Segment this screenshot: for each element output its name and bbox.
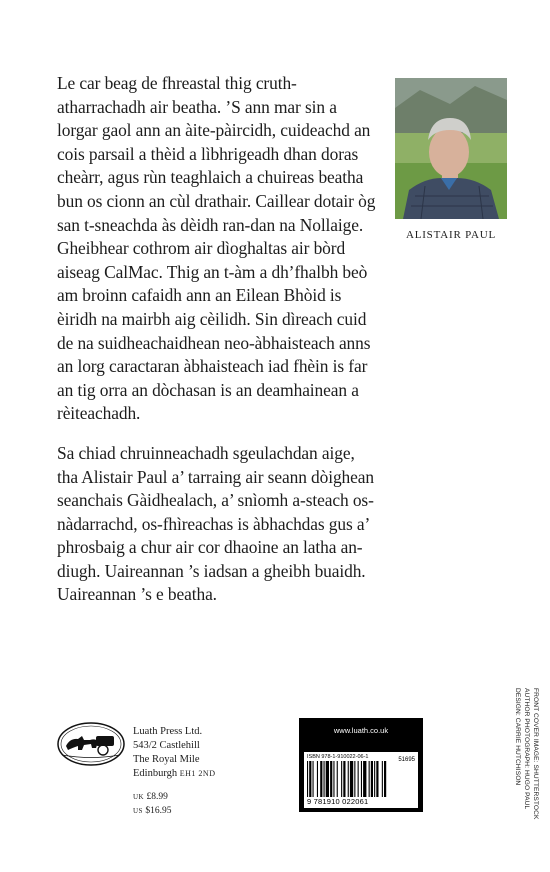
barcode-bar <box>343 761 345 797</box>
barcode-bar <box>337 761 338 797</box>
back-cover-blurb <box>57 72 377 623</box>
publisher-url: www.luath.co.uk <box>333 726 389 735</box>
publisher-address <box>133 725 215 781</box>
price-code: 51695 <box>398 757 415 763</box>
price-us-label: US <box>133 807 143 815</box>
barcode-bar <box>361 761 362 797</box>
barcode-bar <box>363 761 366 797</box>
price-uk-value: £8.99 <box>146 792 168 802</box>
publisher-address-line-2: The Royal Mile <box>133 754 200 765</box>
blurb-paragraph-2: Sa chiad chruinneachadh sgeulachdan aige, tha Alistair Paul a’ tarraing air seann dòighean seanchais Gàidhealach, a’ snìomh a-steach os-nàdarrachd, os-fhìreachas is àbhachdas gus a’ phrosbaig a chur air cor dhaoine an latha an-diugh. Uaireannan ’s iadsan a gheibh buaidh. Uaireannan ’s e beatha. <box>57 442 374 605</box>
barcode-label <box>304 752 418 808</box>
barcode-icon <box>307 761 415 797</box>
barcode-bar <box>320 761 322 797</box>
credit-line-3: DESIGN: CARRIE HUTCHISON <box>514 688 521 786</box>
barcode-bar <box>341 761 342 797</box>
price-uk <box>133 790 171 804</box>
barcode-bar <box>309 761 311 797</box>
barcode-bar <box>384 761 386 797</box>
barcode-bar <box>376 761 378 797</box>
author-caption: ALISTAIR PAUL <box>405 229 497 241</box>
barcode-bar <box>324 761 325 797</box>
publisher-city-line <box>133 767 215 781</box>
price-us <box>133 804 171 818</box>
barcode-bar <box>371 761 373 797</box>
barcode-panel <box>299 718 423 812</box>
luath-logo <box>56 720 126 768</box>
barcode-bar <box>354 761 355 797</box>
price-list <box>133 790 171 818</box>
barcode-bar <box>369 761 370 797</box>
barcode-digits: 9 781910 022061 <box>307 797 369 806</box>
blurb-paragraph-1: Le car beag de fhreastal thig cruth-atharrachadh air beatha. ’S ann mar sin a lorgar gaol ann an àite-pàircidh, cuideachd an cois parsail a thèid a lìbhrigeadh dhan doras cheàrr, agus rùn teaghlaich a chuireas beatha bun os cionn an cùl drathair. Caillear dotair òg san t-sneachda às dèidh ran-dan na Nollaige. Gheibhear cothrom air dìoghaltas air bòrd aiseag CalMac. Thig an t-àm a dh’fhalbh beò am broinn cafaidh ann an Eilean Bhòid is èiridh na mairbh aig cèilidh. Sin dìreach cuid de na suidheachaidhean neo-àbhaisteach anns an lorg caractaran àbhaisteach iad fhèin is far an tig orra an dòchasan is an deamhainean a rèiteachadh. <box>57 73 376 424</box>
barcode-bar <box>333 761 334 797</box>
credit-line-1: FRONT COVER IMAGE: SHUTTERSTOCK <box>532 688 539 820</box>
barcode-bar <box>348 761 349 797</box>
luath-dog-cart-icon <box>56 720 126 768</box>
publisher-address-line-1: 543/2 Castlehill <box>133 740 200 751</box>
publisher-postcode: EH1 2ND <box>179 769 216 778</box>
barcode-bar <box>326 761 329 797</box>
price-uk-label: UK <box>133 793 145 801</box>
isbn-text: ISBN 978-1-910022-06-1 <box>307 754 369 760</box>
barcode-bar <box>313 761 314 797</box>
barcode-bar <box>307 761 308 797</box>
barcode-bar <box>358 761 359 797</box>
author-photo-image <box>395 78 507 219</box>
price-us-value: $16.95 <box>145 806 172 816</box>
barcode-bar <box>350 761 353 797</box>
publisher-city: Edinburgh <box>133 768 178 779</box>
barcode-bar <box>382 761 383 797</box>
barcode-bar <box>374 761 375 797</box>
credit-line-2: AUTHOR PHOTOGRAPH: HUGO PAUL <box>523 688 530 810</box>
publisher-name: Luath Press Ltd. <box>133 726 203 737</box>
barcode-bar <box>330 761 332 797</box>
author-photo <box>395 78 507 219</box>
cover-credits <box>503 688 539 820</box>
barcode-bar <box>317 761 318 797</box>
